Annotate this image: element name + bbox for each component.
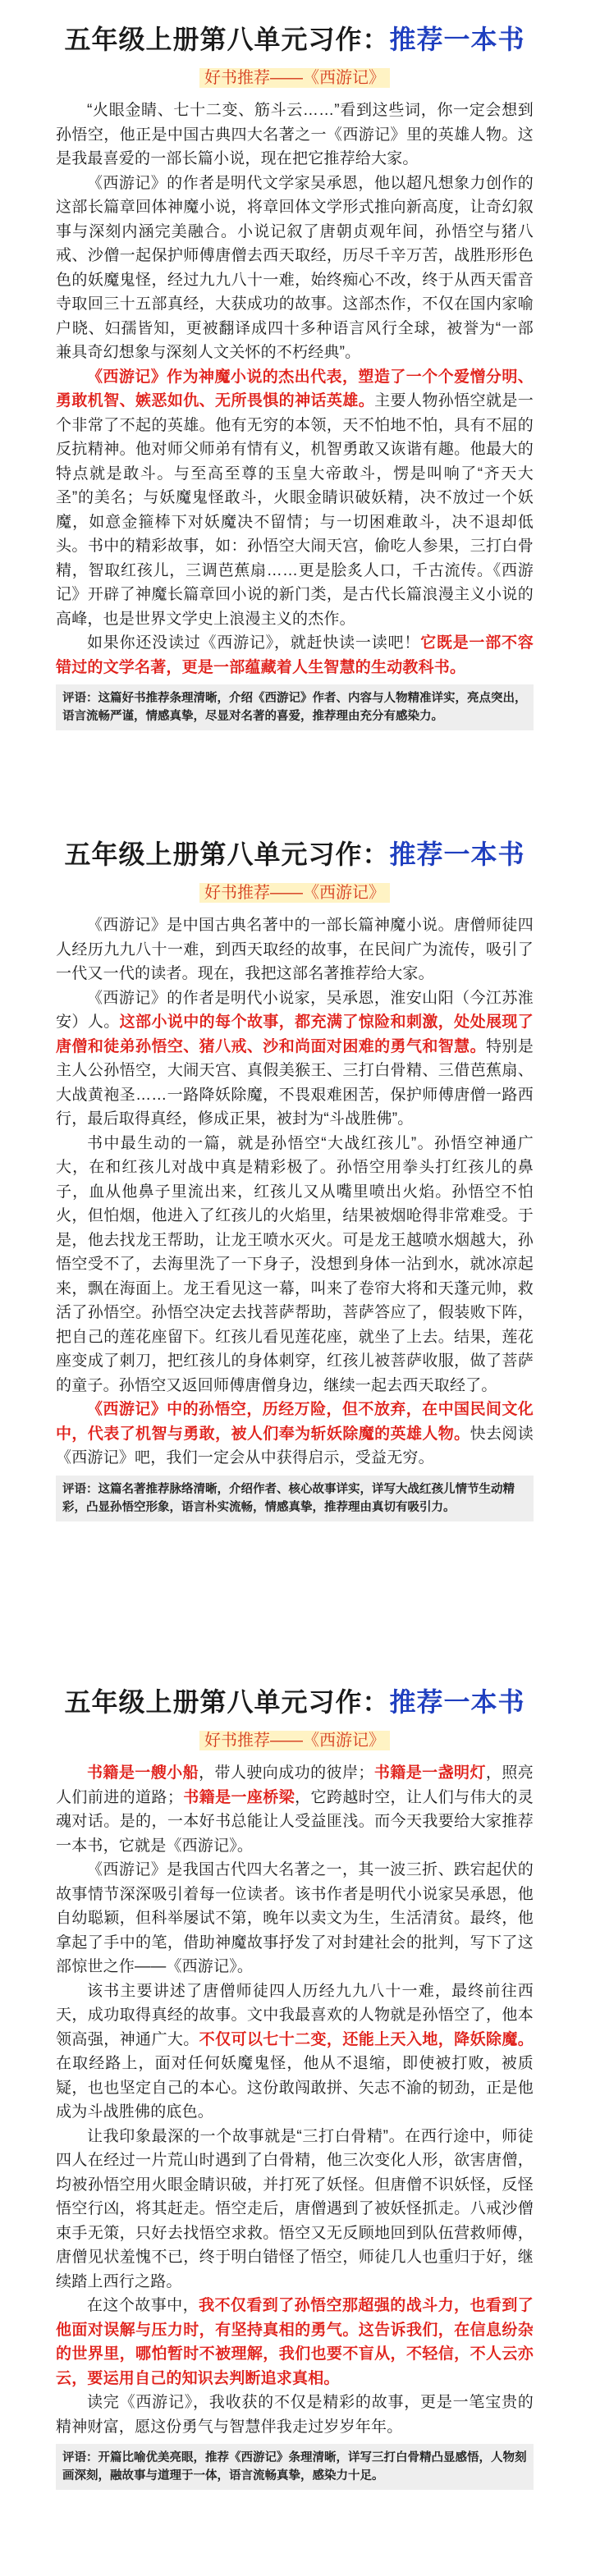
highlight-text: 《西游记》中的孙悟空，历经万险，但不放弃，在中国民间文化中，代表了机智与勇敢，被人们奉为斩妖除魔的英雄人物。 (56, 1401, 534, 1443)
essay-subtitle: 好书推荐——《西游记》 (56, 1728, 534, 1753)
paragraph: 让我印象最深的一个故事就是“三打白骨精”。在西行途中，师徒四人在经过一片荒山时遇到了白骨精，他三次变化人形，欲害唐僧，均被孙悟空用火眼金睛识破，并打死了妖怪。但唐僧不识妖怪，反怪悟空行凶，将其赶走。悟空走后，唐僧遇到了被妖怪抓走。八戒沙僧束手无策，只好去找悟空求救。悟空又无反顾地回到队伍营救师傅，唐僧见状羞愧不已，终于明白错怪了悟空，师徒几人也重归于好，继续踏上西行之路。 (56, 2127, 534, 2290)
comment-box: 评语：开篇比喻优美亮眼，推荐《西游记》条理清晰，详写三打白骨精凸显感悟，人物刻画深刻，融故事与道理于一体，语言流畅真挚，感染力十足。 (56, 2444, 534, 2490)
essay-title: 五年级上册第八单元习作：推荐一本书 (64, 25, 525, 54)
paragraph: 《西游记》是中国古典名著中的一部长篇神魔小说。唐僧师徒四人经历九九八十一难，到西天取经的故事，在民间广为流传，吸引了一代又一代的读者。现在，我把这部名著推荐给大家。 (56, 917, 534, 982)
essay-title: 五年级上册第八单元习作：推荐一本书 (64, 840, 525, 869)
highlight-text: 不仅可以七十二变，还能上天入地，降妖除魔。 (199, 2030, 534, 2048)
paragraph: 书中最生动的一篇，就是孙悟空“大战红孩儿”。孙悟空神通广大，在和红孩儿对战中真是精彩极了。孙悟空用拳头打红孩儿的鼻子，血从他鼻子里流出来，红孩儿又从嘴里喷出火焰。孙悟空不怕火，但怕烟，他进入了红孩儿的火焰里，结果被烟呛得非常难受。于是，他去找龙王帮助，让龙王喷水灭火。可是龙王越喷水烟越大，孙悟空受不了，去海里洗了一下身子，没想到身体一沾到水，就冰凉起来，飘在海面上。龙王看见这一幕，叫来了卷帘大将和天蓬元帅，救活了孙悟空。孙悟空决定去找菩萨帮助，菩萨答应了，假装败下阵，把自己的莲花座留下。红孩儿看见莲花座，就坐了上去。结果，莲花座变成了刺刀，把红孩儿的身体刺穿，红孩儿被菩萨收服，做了菩萨的童子。孙悟空又返回师傅唐僧身边，继续一起去西天取经了。 (56, 1134, 534, 1394)
paragraph: “火眼金睛、七十二变、筋斗云……”看到这些词，你一定会想到孙悟空，他正是中国古典四大名著之一《西游记》里的英雄人物。这是我最喜爱的一部长篇小说，现在把它推荐给大家。 (56, 102, 534, 167)
comment-box: 评语：这篇名著推荐脉络清晰，介绍作者、核心故事详实，详写大战红孩儿情节生动精彩，凸显孙悟空形象，语言朴实流畅，情感真挚，推荐理由真切有吸引力。 (56, 1476, 534, 1521)
paragraph: 《西游记》作为神魔小说的杰出代表，塑造了一个个爱憎分明、勇敢机智、嫉恶如仇、无所畏惧的神话英雄。主要人物孙悟空就是一个非常了不起的英雄。他有无穷的本领，天不怕地不怕，具有不屈的反抗精神。他对师父师弟有情有义，机智勇敢又诙谐有趣。他最大的特点就是敢斗。与至高至尊的玉皇大帝敢斗，愣是叫响了“齐天大圣”的美名；与妖魔鬼怪敢斗，火眼金睛识破妖精，决不放过一个妖魔，如意金箍棒下对妖魔决不留情；与一切困难敢斗，决不退却低头。书中的精彩故事，如：孙悟空大闹天宫，偷吃人参果，三打白骨精，智取红孩儿，三调芭蕉扇……更是脍炙人口，千古流传。《西游记》开辟了神魔长篇章回小说的新门类，是古代长篇浪漫主义小说的高峰，也是世界文学史上浪漫主义的杰作。 (56, 368, 534, 628)
highlight-text: 它既是一部不容错过的文学名著，更是一部蕴藏着人生智慧的生动教科书。 (56, 634, 534, 676)
paragraph: 如果你还没读过《西游记》，就赶快读一读吧！它既是一部不容错过的文学名著，更是一部蕴藏着人生智慧的生动教科书。 (56, 634, 534, 676)
highlight-text: 《西游记》作为神魔小说的杰出代表，塑造了一个个爱憎分明、勇敢机智、嫉恶如仇、无所畏惧的神话英雄。 (56, 368, 534, 410)
paragraph: 《西游记》的作者是明代小说家，吴承恩，淮安山阳（今江苏淮安）人。这部小说中的每个故事，都充满了惊险和刺激，处处展现了唐僧和徒弟孙悟空、猪八戒、沙和尚面对困难的勇气和智慧。特别是主人公孙悟空，大闹天宫、真假美猴王、三打白骨精、三借芭蕉扇、大战黄袍圣……一路降妖除魔，不畏艰难困苦，保护师傅唐僧一路西行，最后取得真经，修成正果，被封为“斗战胜佛”。 (56, 989, 534, 1128)
essay-title: 五年级上册第八单元习作：推荐一本书 (64, 1687, 525, 1717)
paragraph: 《西游记》的作者是明代文学家吴承恩，他以超凡想象力创作的这部长篇章回体神魔小说，将章回体文学形式推向新高度，让奇幻叙事与深刻内涵完美融合。小说记叙了唐朝贞观年间，孙悟空与猪八戒、沙僧一起保护师傅唐僧去西天取经，历尽千辛万苦，战胜形形色色的妖魔鬼怪，经过九九八十一难，始终痴心不改，终于从西天雷音寺取回三十五部真经，大获成功的故事。这部杰作，不仅在国内家喻户晓、妇孺皆知，更被翻译成四十多种语言风行全球，被誉为“一部兼具奇幻想象与深刻人文关怀的不朽经典”。 (56, 174, 534, 361)
paragraph: 读完《西游记》，我收获的不仅是精彩的故事，更是一笔宝贵的精神财富，愿这份勇气与智慧伴我走过岁岁年年。 (56, 2394, 534, 2436)
paragraph: 《西游记》中的孙悟空，历经万险，但不放弃，在中国民间文化中，代表了机智与勇敢，被人们奉为斩妖除魔的英雄人物。快去阅读《西游记》吧，我们一定会从中获得启示，受益无穷。 (56, 1401, 534, 1466)
paragraph: 《西游记》是我国古代四大名著之一，其一波三折、跌宕起伏的故事情节深深吸引着每一位读者。该书作者是明代小说家吴承恩，他自幼聪颖，但科举屡试不第，晚年以卖文为生，生活清贫。最终，他拿起了手中的笔，借助神魔故事抒发了对封建社会的批判，写下了这部惊世之作——《西游记》。 (56, 1861, 534, 1975)
highlight-text: 这部小说中的每个故事，都充满了惊险和刺激，处处展现了唐僧和徒弟孙悟空、猪八戒、沙和尚面对困难的勇气和智慧。 (56, 1013, 534, 1055)
essay-subtitle: 好书推荐——《西游记》 (56, 881, 534, 905)
essay-2 (0, 838, 591, 1663)
essay-3 (0, 1686, 591, 2576)
essay-subtitle: 好书推荐——《西游记》 (56, 66, 534, 90)
comment-box: 评语：这篇好书推荐条理清晰，介绍《西游记》作者、内容与人物精准详实，亮点突出，语言流畅严谨，情感真挚，尽显对名著的喜爱，推荐理由充分有感染力。 (56, 684, 534, 730)
paragraph: 书籍是一艘小船，带人驶向成功的彼岸；书籍是一盏明灯，照亮人们前进的道路；书籍是一座桥梁，它跨越时空，让人们与伟大的灵魂对话。是的，一本好书总能让人受益匪浅。而今天我要给大家推荐一本书，它就是《西游记》。 (56, 1764, 534, 1855)
highlight-text: 我不仅看到了孙悟空那超强的战斗力，也看到了他面对误解与压力时，有坚持真相的勇气。这告诉我们，在信息纷杂的世界里，哪怕暂时不被理解，我们也要不盲从，不轻信，不人云亦云，要运用自己的知识去判断追求真相。 (56, 2297, 534, 2387)
essay-1 (0, 23, 591, 815)
paragraph: 在这个故事中，我不仅看到了孙悟空那超强的战斗力，也看到了他面对误解与压力时，有坚持真相的勇气。这告诉我们，在信息纷杂的世界里，哪怕暂时不被理解，我们也要不盲从，不轻信，不人云亦云，要运用自己的知识去判断追求真相。 (56, 2297, 534, 2387)
paragraph: 该书主要讲述了唐僧师徒四人历经九九八十一难，最终前往西天，成功取得真经的故事。文中我最喜欢的人物就是孙悟空了，他本领高强，神通广大。不仅可以七十二变，还能上天入地，降妖除魔。在取经路上，面对任何妖魔鬼怪，他从不退缩，即使被打败，被质疑，也也坚定自己的本心。这份敢闯敢拼、矢志不渝的韧劲，正是他成为斗战胜佛的底色。 (56, 1982, 534, 2121)
